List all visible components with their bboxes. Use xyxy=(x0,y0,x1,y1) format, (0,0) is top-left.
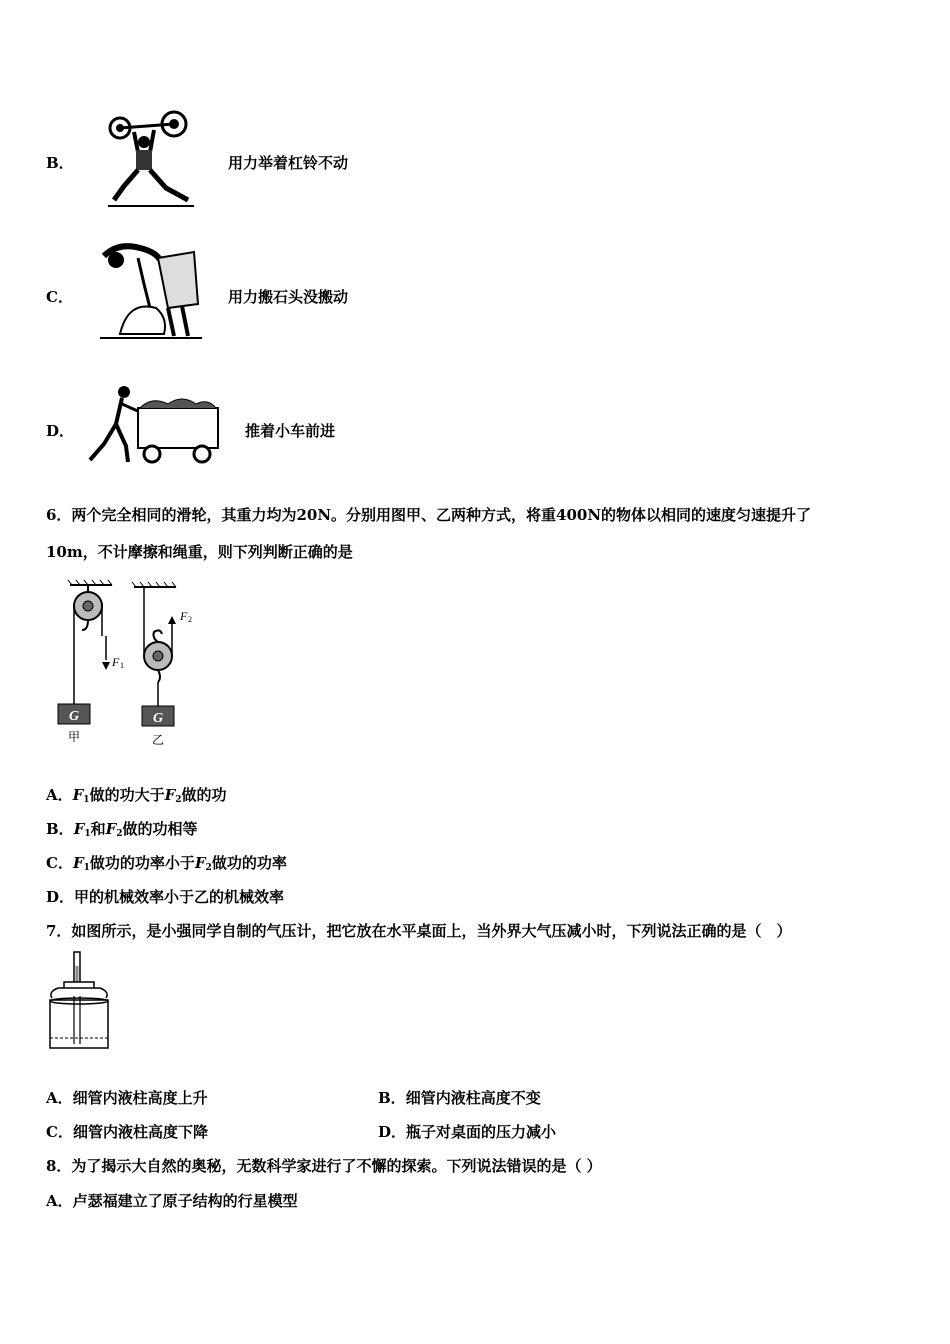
q7-option-a-letter: A． xyxy=(46,1089,73,1107)
q6-option-a-f2: F xyxy=(164,786,176,804)
question-6-stem-line2: 10m，不计摩擦和绳重，则下列判断正确的是 xyxy=(46,543,353,561)
q6-option-b-mid: 和 xyxy=(90,820,106,838)
pulley-diagram xyxy=(50,578,210,750)
q6-option-a-s2: 2 xyxy=(175,795,182,805)
caption-jia: 甲 xyxy=(67,730,81,744)
q6-option-b-s2: 2 xyxy=(116,829,123,839)
q7-option-b-text: 细管内液柱高度不变 xyxy=(405,1089,541,1107)
q6-option-c-s2: 2 xyxy=(205,863,212,873)
q6-option-c-f1: F xyxy=(72,854,84,872)
q6-option-b-f1: F xyxy=(73,820,85,838)
force1-subscript: 1 xyxy=(120,661,124,670)
lifting-stone-illustration xyxy=(98,238,204,344)
option-c-text: 用力搬石头没搬动 xyxy=(228,288,349,306)
option-letter-d: D． xyxy=(46,422,75,440)
q6-option-d xyxy=(46,886,284,907)
q6-option-c-end: 做功的功率 xyxy=(211,854,287,872)
q7-option-c-text: 细管内液柱高度下降 xyxy=(72,1123,208,1141)
force2-label: F xyxy=(180,609,188,623)
q6-option-c-f2: F xyxy=(194,854,206,872)
q6-option-b xyxy=(46,818,198,839)
force1-label: F xyxy=(112,655,120,669)
q8-option-a xyxy=(46,1190,298,1211)
q6-option-b-f2: F xyxy=(105,820,117,838)
pushing-cart-illustration xyxy=(82,384,222,466)
q7-option-c xyxy=(46,1121,208,1142)
weight-label-left: G xyxy=(68,709,80,724)
q6-option-b-s1: 1 xyxy=(84,829,91,839)
q6-option-d-letter: D． xyxy=(46,888,75,906)
q6-option-c-mid: 做功的功率小于 xyxy=(89,854,195,872)
q7-option-d-letter: D． xyxy=(378,1123,407,1141)
q6-option-d-text: 甲的机械效率小于乙的机械效率 xyxy=(74,888,285,906)
q6-option-a xyxy=(46,784,227,805)
q7-option-d-text: 瓶子对桌面的压力减小 xyxy=(406,1123,557,1141)
option-letter-b: B． xyxy=(46,154,74,172)
caption-yi: 乙 xyxy=(151,733,165,747)
q6-option-a-mid: 做的功大于 xyxy=(89,786,165,804)
q7-option-b xyxy=(378,1087,541,1108)
q8-option-a-text: 卢瑟福建立了原子结构的行星模型 xyxy=(72,1192,298,1210)
q7-option-d xyxy=(378,1121,556,1142)
option-letter-c: C． xyxy=(46,288,73,306)
q6-option-b-end: 做的功相等 xyxy=(122,820,198,838)
force2-subscript: 2 xyxy=(188,615,192,624)
q7-option-a-text: 细管内液柱高度上升 xyxy=(72,1089,208,1107)
barometer-bottle-diagram xyxy=(46,952,112,1052)
question-6-stem-line1: 6．两个完全相同的滑轮，其重力均为20N。分别用图甲、乙两种方式，将重400N的物体以相同的速度匀速提升了 xyxy=(46,506,812,524)
weightlifter-illustration xyxy=(106,108,198,210)
q7-option-a xyxy=(46,1087,208,1108)
q6-option-a-letter: A． xyxy=(46,786,73,804)
q6-option-c-s1: 1 xyxy=(83,863,90,873)
q6-option-a-end: 做的功 xyxy=(181,786,227,804)
q6-option-c xyxy=(46,852,287,873)
weight-label-right: G xyxy=(152,711,164,726)
question-7-stem: 7．如图所示，是小强同学自制的气压计，把它放在水平桌面上，当外界大气压减小时，下列说法正确的是（ ） xyxy=(46,922,792,940)
option-b-text: 用力举着杠铃不动 xyxy=(228,154,349,172)
q6-option-a-f1: F xyxy=(72,786,84,804)
q7-option-b-letter: B． xyxy=(378,1089,406,1107)
q6-option-c-letter: C． xyxy=(46,854,73,872)
question-8-stem: 8．为了揭示大自然的奥秘，无数科学家进行了不懈的探索。下列说法错误的是（ ） xyxy=(46,1157,602,1175)
q7-option-c-letter: C． xyxy=(46,1123,73,1141)
q6-option-b-letter: B． xyxy=(46,820,74,838)
option-d-text: 推着小车前进 xyxy=(245,422,336,440)
q8-option-a-letter: A． xyxy=(46,1192,73,1210)
q6-option-a-s1: 1 xyxy=(83,795,90,805)
